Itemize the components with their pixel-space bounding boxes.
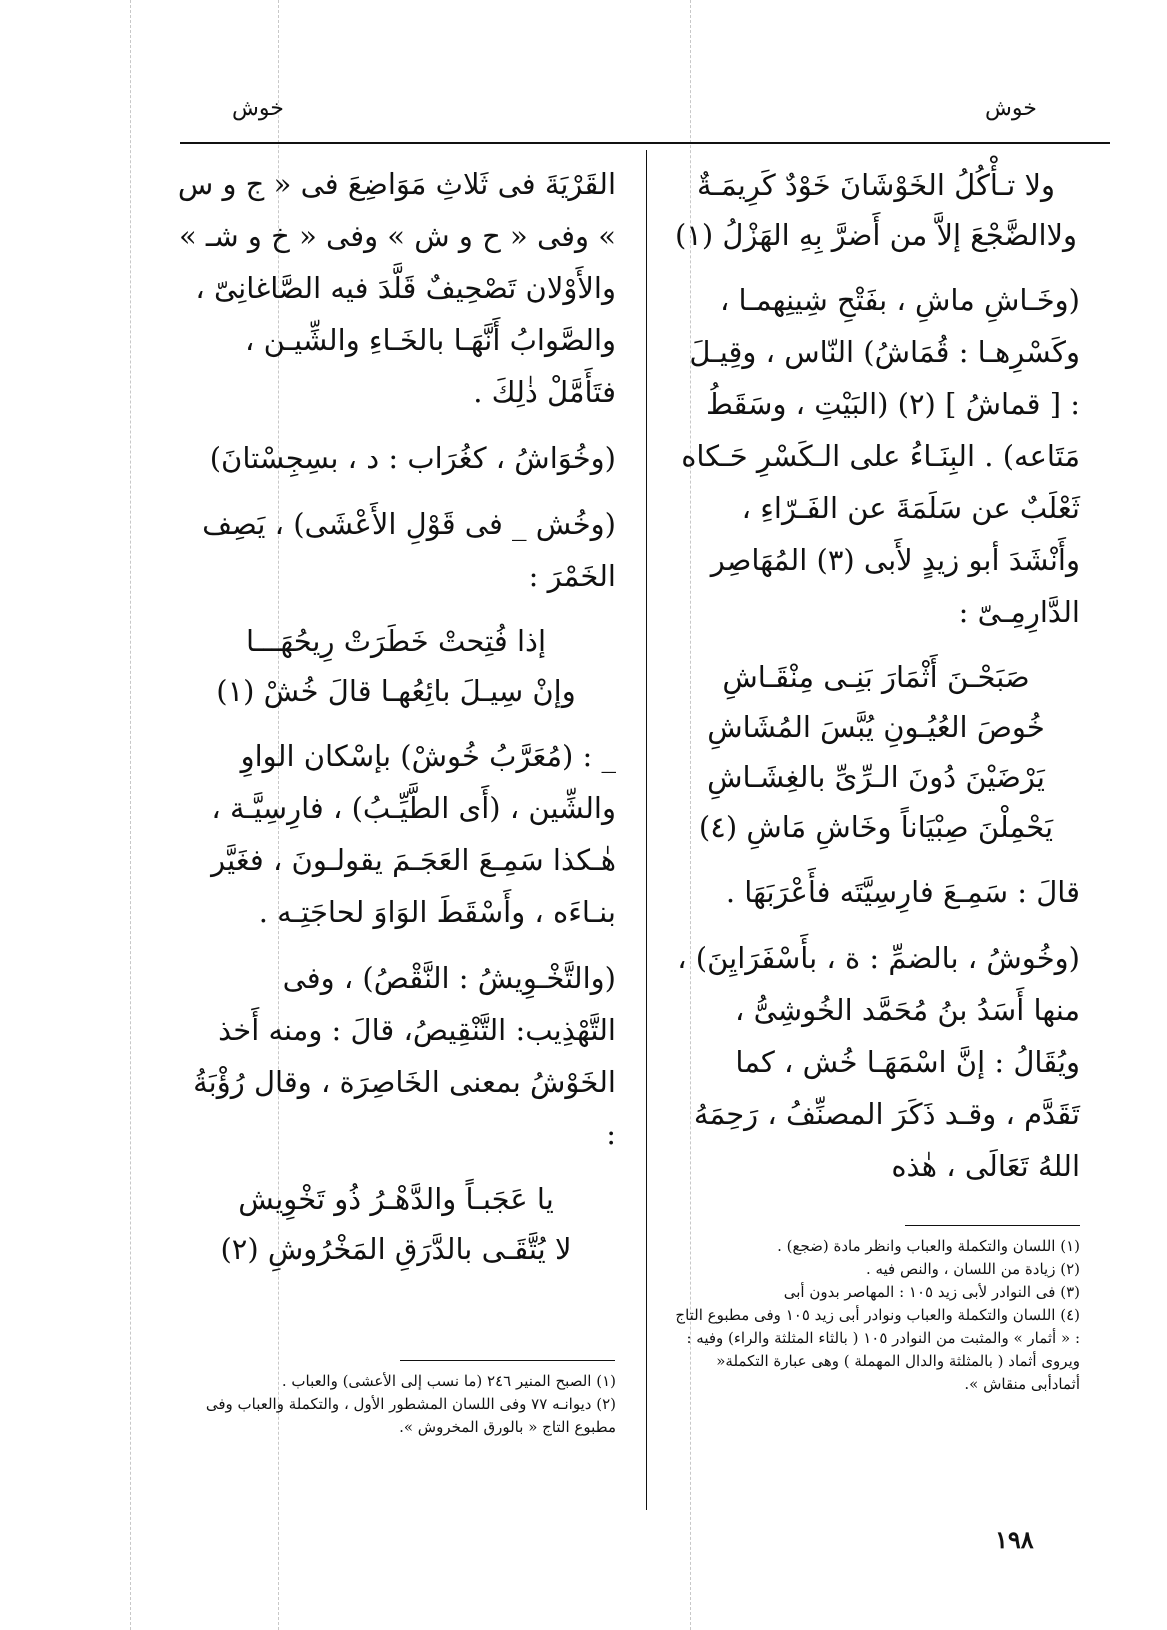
verse-line: وإنْ سِيـلَ بائِعُهـا قالَ خُشْ (١) [216, 674, 576, 708]
right-footnotes [672, 1235, 1080, 1396]
paragraph: (وخُوَاشُ ، كغُرَاب : د ، بسِجِسْتانَ) [209, 441, 616, 475]
footnote: (٢) ديوانـه ٧٧ وفى اللسان المشطور الأول ، والتكملة والعباب وفى مطبوع التاج « بالورق المخروش ». [205, 1395, 616, 1436]
footnote-rule [400, 1360, 615, 1361]
paragraph: قالَ : سَمِـعَ فارِسِيَّتَه فأَعْرَبَهَا . [725, 875, 1080, 909]
running-head-left: خوش [232, 96, 284, 121]
right-column [672, 158, 1080, 1206]
verse-line: لا يُتَّقَـى بالدَّرَقِ المَخْرُوشِ (٢) [220, 1232, 572, 1266]
verse-block [672, 160, 1080, 260]
paragraph: (وخُوشُ ، بالضمِّ : ة ، بأَسْفَرَايِنَ) ، منها أَسَدُ بنُ مُحَمَّد الخُوشِىُّ ، ويُقَالُ : إنَّ اسْمَهَـا خُش ، كما تَقَدَّم ، وقـد ذَكَرَ المصنِّفُ ، رَحِمَهُ اللهُ تَعَالَى ، هٰذه [677, 941, 1080, 1183]
footnote: (١) اللسان والتكملة والعباب وانظر مادة (ضجع) . [777, 1237, 1080, 1255]
footnote: (٣) فى النوادر لأبى زيد ١٠٥ : المهاصر بدون أبى [783, 1283, 1080, 1301]
paragraph: _ : (مُعَرَّبُ خُوشْ) بإسْكان الواوِ والشِّين ، (أَى الطَّيِّـبُ) ، فارِسِيَّـة ، هٰـكذا سَمِـعَ العَجَـمَ يقولـونَ ، فغَيَّر بنـاءَه ، وأَسْقَطَ الوَاوَ لحاجَتِـه . [211, 739, 616, 929]
verse-line: ولاالضَّجْعَ إلاَّ من أَضرَّ بِهِ الهَزْلُ (١) [674, 218, 1078, 252]
left-column [176, 158, 616, 1288]
paragraph: (والتَّخْـوِيشُ : النَّقْصُ) ، وفى التَّهْذِيب: التَّنْقِيصُ، قالَ : ومنه أَخذ الخَوْشُ بمعنى الخَاصِرَة ، وقال رُؤْبَةُ : [193, 961, 616, 1151]
verse-block [672, 652, 1080, 852]
verse-block [176, 616, 616, 716]
footnote: (٤) اللسان والتكملة والعباب ونوادر أبى زيد ١٠٥ وفى مطبوع التاج : « أثمار » والمثبت من النوادر ١٠٥ ( بالثاء المثلثة والراء) وفيه : ويروى أثماد ( بالمثلثة والدال المهملة ) وهى عبارة التكملة« أثمادأبى منقاش ». [675, 1306, 1080, 1393]
column-divider [646, 150, 647, 1510]
verse-line: يَحْمِلْنَ صِبْيَاناً وخَاشِ مَاشِ (٤) [698, 810, 1054, 844]
header-rule [180, 142, 1110, 144]
paragraph: (وخُش _ فى قَوْلِ الأَعْشَى) ، يَصِف الخَمْرَ : [202, 507, 616, 593]
left-footnotes [176, 1370, 616, 1439]
verse-line: ولا تـأْكُلُ الخَوْشَانَ خَوْدٌ كَرِيمَـةٌ [696, 168, 1056, 202]
paragraph: القَرْيَةَ فى ثَلاثِ مَوَاضِعَ فى « ج و س » وفى « ح و ش » وفى « خ و شـ » والأَوْلان تَصْحِيفٌ قَلَّدَ فيه الصَّاغانِىّ ، والصَّوابُ أَنَّهَـا بالخَـاءِ والشِّيـن ، فتَأَمَّلْ ذٰلِكَ . [177, 167, 616, 409]
verse-line: صَبَحْـنَ أَثْمَارَ بَنِـى مِنْقَـاشِ [722, 660, 1030, 694]
verse-line: يا عَجَبـاً والدَّهْـرُ ذُو تَخْوِيش [238, 1182, 554, 1216]
verse-line: إذا فُتِحتْ خَطَرَتْ رِيحُهَـــا [246, 624, 546, 658]
footnote: (٢) زيادة من اللسان ، والنص فيه . [865, 1260, 1080, 1278]
paragraph: (وخَـاشِ ماشِ ، بفَتْحِ شِينِهمـا ، وكَسْرِهـا : قُمَاشُ) النّاس ، وقِيـلَ : [ قماشُ ] (٢) (البَيْتِ ، وسَقَطُ مَتَاعه) . البِنَـاءُ على الـكَسْرِ حَـكاه ثَعْلَبٌ عن سَلَمَةَ عن الفَـرّاءِ ، وأَنْشَدَ أبو زيدٍ لأَبى (٣) المُهَاصِر الدَّارِمِـىّ : [681, 283, 1080, 629]
footnote: (١) الصبح المنير ٢٤٦ (ما نسب إلى الأعشى) والعباب . [281, 1372, 616, 1390]
footnote-rule [905, 1225, 1080, 1226]
running-head-right: خوش [985, 96, 1037, 121]
page-number: ١٩٨ [995, 1525, 1034, 1554]
scan-guide-line [130, 0, 131, 1630]
verse-line: خُوصَ العُيُـونِ يُبَّسَ المُشَاشِ [707, 710, 1045, 744]
verse-line: يَرْضَيْنَ دُونَ الـرِّىِّ بالغِشَـاشِ [707, 760, 1045, 794]
verse-block [176, 1174, 616, 1274]
